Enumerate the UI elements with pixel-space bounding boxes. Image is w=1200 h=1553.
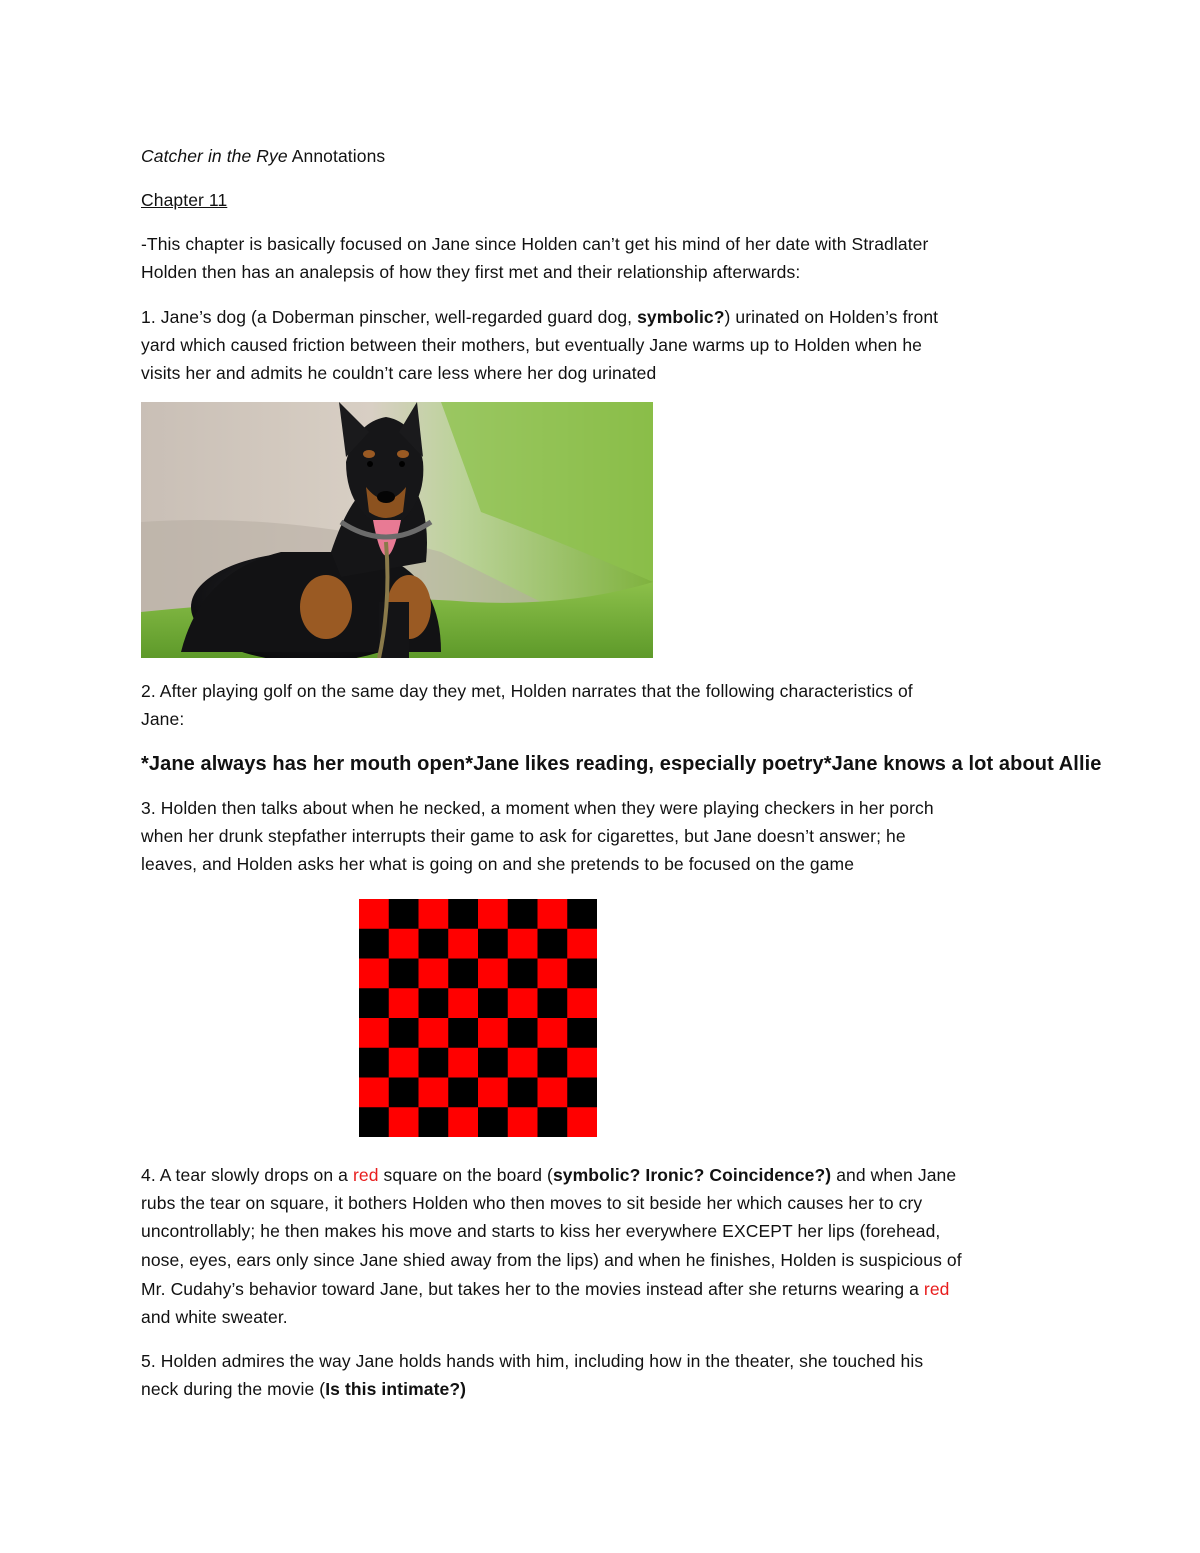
checker-square-red <box>359 1018 389 1048</box>
point1-bold: symbolic? <box>637 307 725 327</box>
checker-square-red <box>389 929 419 959</box>
checker-square-red <box>538 1078 568 1108</box>
checker-square-black <box>508 959 538 989</box>
point1-text-a: 1. Jane’s dog (a Doberman pinscher, well-regarded guard dog, <box>141 307 638 327</box>
checker-square-red <box>567 1048 597 1078</box>
point3-line-1: 3. Holden then talks about when he necked, a moment when they were playing checkers in her porch <box>141 798 934 818</box>
point4-red-word: red <box>352 1165 379 1185</box>
checker-square-black <box>359 1107 389 1137</box>
point4-text-b: square on the board ( <box>378 1165 553 1185</box>
checker-square-red <box>567 929 597 959</box>
checker-square-black <box>359 1048 389 1078</box>
checker-square-red <box>538 1018 568 1048</box>
point5-line-1: 5. Holden admires the way Jane holds hands with him, including how in the theater, she touched his <box>141 1351 924 1371</box>
point4-line-5 <box>141 1275 950 1303</box>
book-title: Catcher in the Rye <box>141 146 288 166</box>
checker-square-black <box>567 899 597 929</box>
title-suffix: Annotations <box>287 146 386 166</box>
checker-square-black <box>448 959 478 989</box>
checker-square-red <box>508 1107 538 1137</box>
doberman-illustration <box>141 402 653 658</box>
checker-square-red <box>567 988 597 1018</box>
checker-square-red <box>419 959 449 989</box>
checker-square-red <box>567 1107 597 1137</box>
checker-square-red <box>508 929 538 959</box>
point1-line-2: yard which caused friction between their mothers, but eventually Jane warms up to Holden when he <box>141 335 922 355</box>
checker-square-black <box>478 1048 508 1078</box>
point3-line-3: leaves, and Holden asks her what is going on and she pretends to be focused on the game <box>141 854 855 874</box>
point2-line-2: Jane: <box>141 709 185 729</box>
checker-square-black <box>538 929 568 959</box>
checker-square-black <box>538 988 568 1018</box>
checker-square-black <box>478 988 508 1018</box>
checker-square-black <box>508 1078 538 1108</box>
checker-square-black <box>419 929 449 959</box>
checker-square-black <box>419 1107 449 1137</box>
checker-square-red <box>359 899 389 929</box>
checker-square-black <box>448 899 478 929</box>
checker-square-black <box>389 959 419 989</box>
point5-bold: Is this intimate?) <box>325 1379 467 1399</box>
intro-line-1: -This chapter is basically focused on Jane since Holden can’t get his mind of her date with Stradlater <box>141 234 929 254</box>
checker-square-black <box>448 1018 478 1048</box>
checker-square-red <box>478 959 508 989</box>
checker-square-red <box>359 1078 389 1108</box>
checker-square-red <box>508 1048 538 1078</box>
checker-square-red <box>448 1048 478 1078</box>
point4-bold: symbolic? Ironic? Coincidence?) <box>552 1165 832 1185</box>
point4-line-6: and white sweater. <box>141 1307 288 1327</box>
checkerboard-grid <box>359 899 597 1137</box>
checker-square-black <box>478 929 508 959</box>
document-title <box>141 142 385 170</box>
point4-line-3: uncontrollably; he then makes his move and starts to kiss her everywhere EXCEPT her lips (forehead, <box>141 1221 941 1241</box>
checker-square-black <box>359 929 389 959</box>
checker-square-black <box>359 988 389 1018</box>
checker-square-red <box>478 899 508 929</box>
checker-square-red <box>389 988 419 1018</box>
checker-square-black <box>538 1107 568 1137</box>
checker-square-red <box>508 988 538 1018</box>
checker-square-red <box>359 959 389 989</box>
checker-square-black <box>538 1048 568 1078</box>
checker-square-black <box>419 988 449 1018</box>
checker-square-red <box>448 1107 478 1137</box>
checker-square-red <box>389 1107 419 1137</box>
checker-square-black <box>389 1078 419 1108</box>
checker-square-red <box>419 1078 449 1108</box>
point1-line-3: visits her and admits he couldn’t care less where her dog urinated <box>141 363 657 383</box>
point5-line-2 <box>141 1375 466 1403</box>
checker-square-red <box>419 899 449 929</box>
checker-square-black <box>389 899 419 929</box>
checker-square-black <box>389 1018 419 1048</box>
checker-square-red <box>448 988 478 1018</box>
checker-square-black <box>419 1048 449 1078</box>
checker-square-black <box>508 1018 538 1048</box>
point2-line-1: 2. After playing golf on the same day they met, Holden narrates that the following characteristics of <box>141 681 913 701</box>
jane-traits-line: *Jane always has her mouth open*Jane likes reading, especially poetry*Jane knows a lot about Allie <box>141 753 1102 775</box>
checker-square-black <box>448 1078 478 1108</box>
checker-square-red <box>538 959 568 989</box>
point4-text-c: and when Jane <box>831 1165 957 1185</box>
checker-square-black <box>478 1107 508 1137</box>
intro-line-2: Holden then has an analepsis of how they first met and their relationship afterwards: <box>141 262 801 282</box>
checker-square-black <box>567 959 597 989</box>
point4-text-a: 4. A tear slowly drops on a <box>141 1165 353 1185</box>
checker-square-red <box>419 1018 449 1048</box>
point5-text-a: neck during the movie ( <box>141 1379 326 1399</box>
checker-square-black <box>567 1018 597 1048</box>
point4-red-word-2: red <box>923 1279 950 1299</box>
chapter-heading: Chapter 11 <box>141 190 228 210</box>
point4-line-4: nose, eyes, ears only since Jane shied away from the lips) and when he finishes, Holden is suspicious of <box>141 1250 962 1270</box>
checker-square-red <box>478 1078 508 1108</box>
point3-line-2: when her drunk stepfather interrupts their game to ask for cigarettes, but Jane doesn’t answer; he <box>141 826 906 846</box>
checker-square-red <box>389 1048 419 1078</box>
checker-square-black <box>567 1078 597 1108</box>
checker-square-red <box>448 929 478 959</box>
doberman-photo <box>141 402 653 658</box>
point1-text-b: ) urinated on Holden’s front <box>724 307 939 327</box>
point4-line-2: rubs the tear on square, it bothers Holden who then moves to sit beside her which causes her to cry <box>141 1193 923 1213</box>
checkerboard-image <box>359 899 597 1137</box>
point1-line-1 <box>141 303 938 331</box>
point4-text-d: Mr. Cudahy’s behavior toward Jane, but takes her to the movies instead after she returns wearing a <box>141 1279 924 1299</box>
checker-square-black <box>508 899 538 929</box>
point4-line-1 <box>141 1161 956 1189</box>
checker-square-red <box>478 1018 508 1048</box>
checker-square-red <box>538 899 568 929</box>
